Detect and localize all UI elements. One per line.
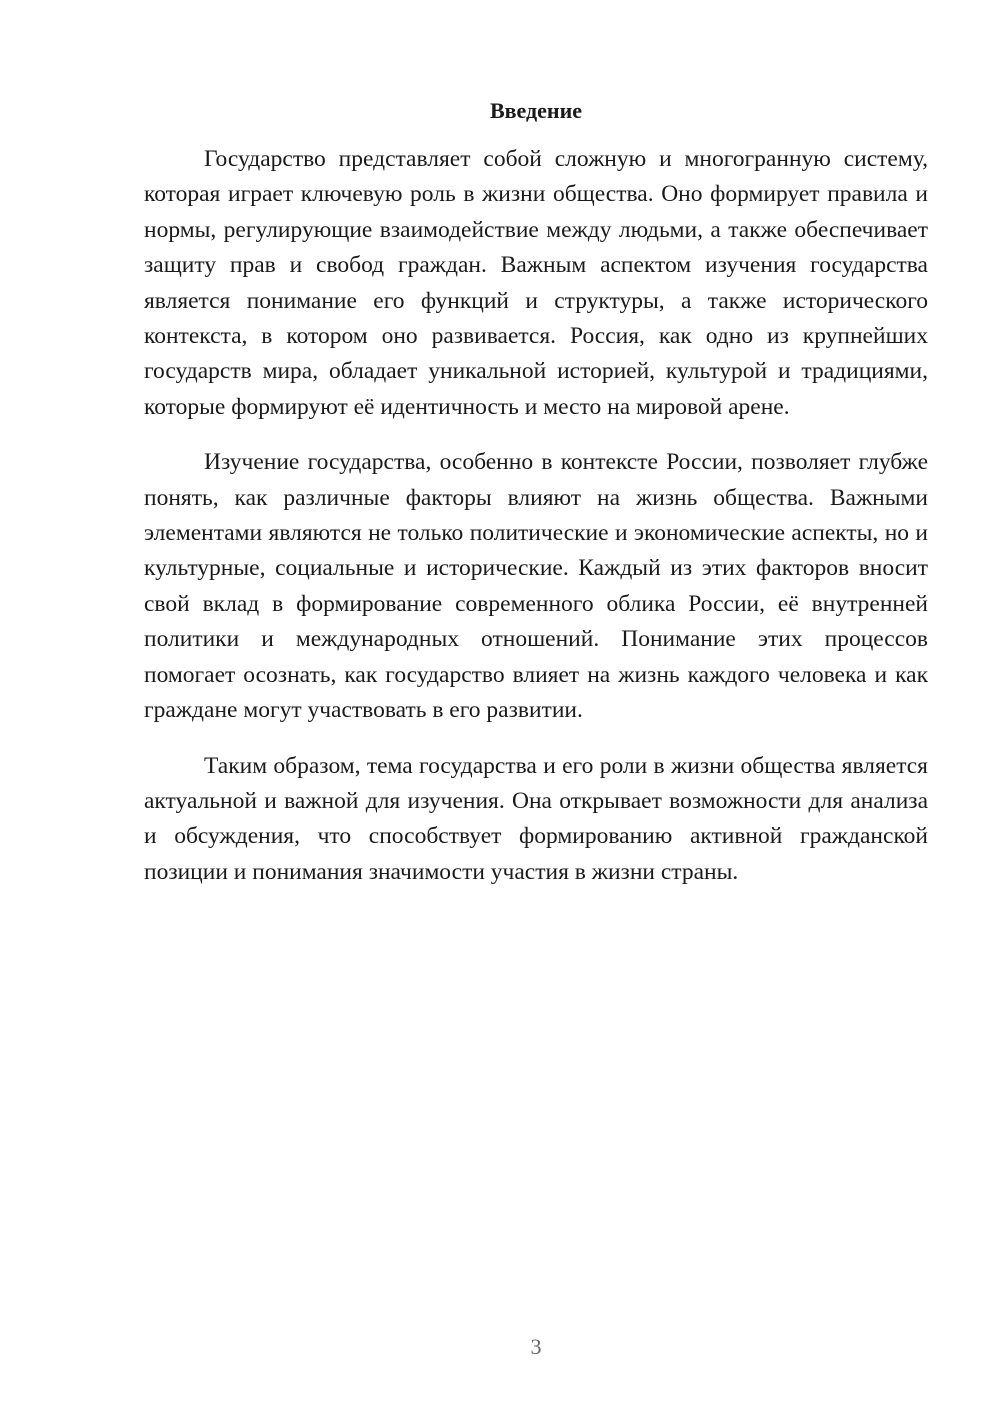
body-text [144,142,928,910]
paragraph-2: Изучение государства, особенно в контексте России, позволяет глубже понять, как различные факторы влияют на жизнь общества. Важными элементами являются не только политические и экономические аспекты, но и культурные, социальные и исторические. Каждый из этих факторов вносит свой вклад в формирование современного облика России, её внутренней политики и международных отношений. Понимание этих процессов помогает осознать, как государство влияет на жизнь каждого человека и как граждане могут участвовать в его развитии. [144,449,928,724]
page-number: 3 [530,1334,542,1359]
paragraph-1: Государство представляет собой сложную и многогранную систему, которая играет ключевую роль в жизни общества. Оно формирует правила и нормы, регулирующие взаимодействие между людьми, а также обеспечивает защиту прав и свобод граждан. Важным аспектом изучения государства является понимание его функций и структуры, а также исторического контекста, в котором оно развивается. Россия, как одно из крупнейших государств мира, обладает уникальной историей, культурой и традициями, которые формируют её идентичность и место на мировой арене. [144,146,928,420]
paragraph-3: Таким образом, тема государства и его роли в жизни общества является актуальной и важной для изучения. Она открывает возможности для анализа и обсуждения, что способствует формированию активной гражданской позиции и понимания значимости участия в жизни страны. [144,752,928,885]
section-heading: Введение [489,98,583,123]
